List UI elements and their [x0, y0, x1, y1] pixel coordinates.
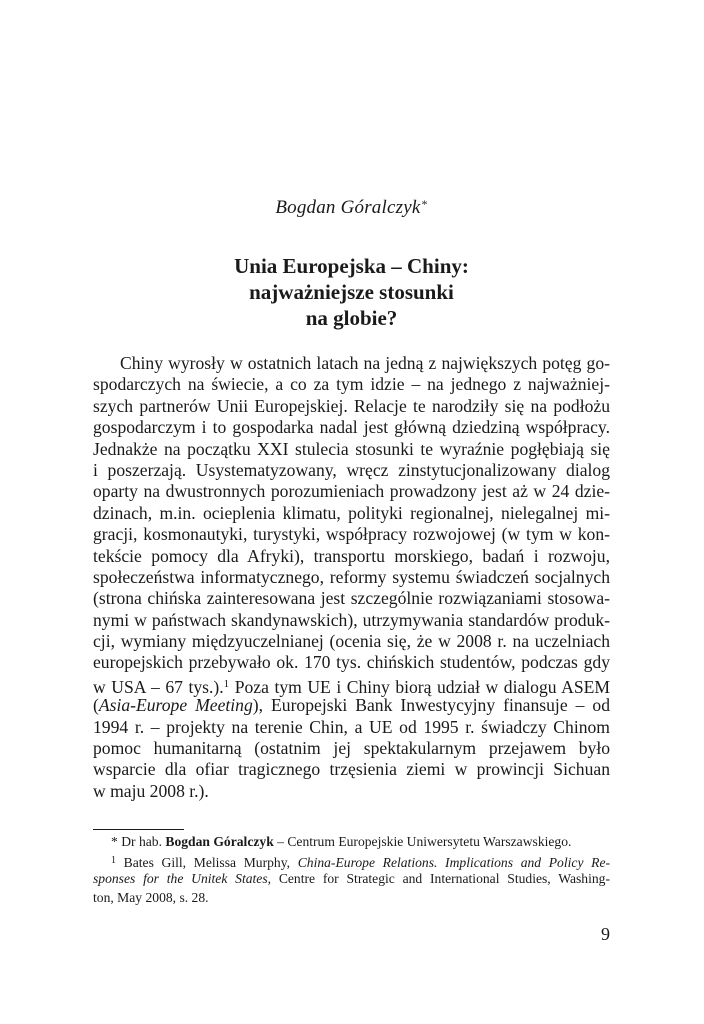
- body-line: gracji, kosmonautyki, turystyki, współpracy rozwojowej (w tym w kon-: [93, 524, 610, 545]
- body-line: europejskich przebywało ok. 170 tys. chińskich studentów, podczas gdy: [93, 652, 610, 673]
- body-text: Poza tym UE i Chiny biorą udział w dialogu ASEM: [229, 676, 611, 697]
- body-line: tekście pomocy dla Afryki), transportu morskiego, badań i rozwoju,: [93, 545, 610, 566]
- body-line: oparty na dwustronnych porozumieniach prowadzony jest aż w 24 dzie-: [93, 481, 610, 502]
- body-line: Jednakże na początku XXI stulecia stosunki te wyraźnie pogłębiają się: [93, 438, 610, 459]
- body-line: wsparcie dla ofiar tragicznego trzęsienia ziemi w prowincji Sichuan: [93, 759, 610, 780]
- body-line: spodarczych na świecie, a co za tym idzie – na jednego z najważniej-: [93, 374, 610, 395]
- author-footnote-mark: *: [421, 197, 428, 211]
- footnote-text: Bates Gill, Melissa Murphy,: [116, 854, 298, 870]
- footnote-italic-title: China-Europe Relations. Implications and Policy Re-: [297, 854, 611, 870]
- body-line: [93, 674, 610, 695]
- article-title: [93, 253, 610, 331]
- body-line: Chiny wyrosły w ostatnich latach na jedną z największych potęg go-: [120, 353, 610, 373]
- body-line: [93, 695, 610, 716]
- footnote-author-name: Bogdan Góralczyk: [165, 834, 274, 849]
- body-line: cji, wymiany międzyuczelnianej (ocenia się, że w 2008 r. na uczelniach: [93, 631, 610, 652]
- footnote-text: – Centrum Europejskie Uniwersytetu Warszawskiego.: [273, 834, 572, 849]
- author-line: [93, 197, 610, 219]
- body-line: nymi w państwach skandynawskich), utrzymywania standardów produk-: [93, 609, 610, 630]
- body-line: w maju 2008 r.).: [93, 780, 209, 801]
- footnote-mark: *: [111, 834, 118, 849]
- footnote-italic-title: sponses for the Unitek States: [93, 871, 268, 886]
- body-text: (: [93, 695, 99, 716]
- body-line: (strona chińska zainteresowana jest szczególnie rozwiązaniami stosowa-: [93, 588, 610, 609]
- body-line: gospodarczym i to gospodarka nadal jest główną dziedziną współpracy.: [93, 417, 610, 438]
- footnotes: [93, 833, 610, 907]
- body-line: 1994 r. – projekty na terenie Chin, a UE od 1995 r. świadczy Chinom: [93, 716, 610, 737]
- title-line-1: Unia Europejska – Chiny:: [234, 254, 469, 278]
- footnote-2-line-2: [93, 870, 610, 889]
- footnote-text: , Centre for Strategic and International Studies, Washing-: [267, 871, 610, 886]
- author-name: Bogdan Góralczyk: [275, 197, 421, 218]
- footnote-2-line-3: ton, May 2008, s. 28.: [93, 889, 209, 905]
- body-text: w USA – 67 tys.).: [93, 676, 224, 697]
- title-line-3: na globie?: [305, 306, 398, 330]
- page-number: 9: [601, 924, 610, 944]
- footnote-divider: [93, 829, 184, 830]
- page: [93, 0, 610, 1024]
- body-line: społeczeństwa informatycznego, reformy systemu świadczeń socjalnych: [93, 566, 610, 587]
- body-line: pomoc humanitarną (ostatnim jej spektakularnym przejawem było: [93, 738, 610, 759]
- body-line: szych partnerów Unii Europejskiej. Relacje te narodziły się na podłożu: [93, 395, 610, 416]
- title-line-2: najważniejsze stosunki: [249, 280, 454, 304]
- body-line: i poszerzają. Usystematyzowany, wręcz zinstytucjonalizowany dialog: [93, 459, 610, 480]
- footnote-ref-1: 1: [223, 677, 230, 690]
- body-italic-text: Asia-Europe Meeting: [98, 695, 253, 716]
- footnote-1: [93, 833, 610, 852]
- footnote-2-line-1: [93, 852, 610, 871]
- footnote-text: Dr hab.: [117, 834, 166, 849]
- body-paragraph: [93, 353, 610, 802]
- body-line: dzinach, m.in. ocieplenia klimatu, polityki regionalnej, nielegalnej mi-: [93, 502, 610, 523]
- body-text: ), Europejski Bank Inwestycyjny finansuje – od: [252, 695, 610, 716]
- footnote-mark: 1: [111, 854, 116, 866]
